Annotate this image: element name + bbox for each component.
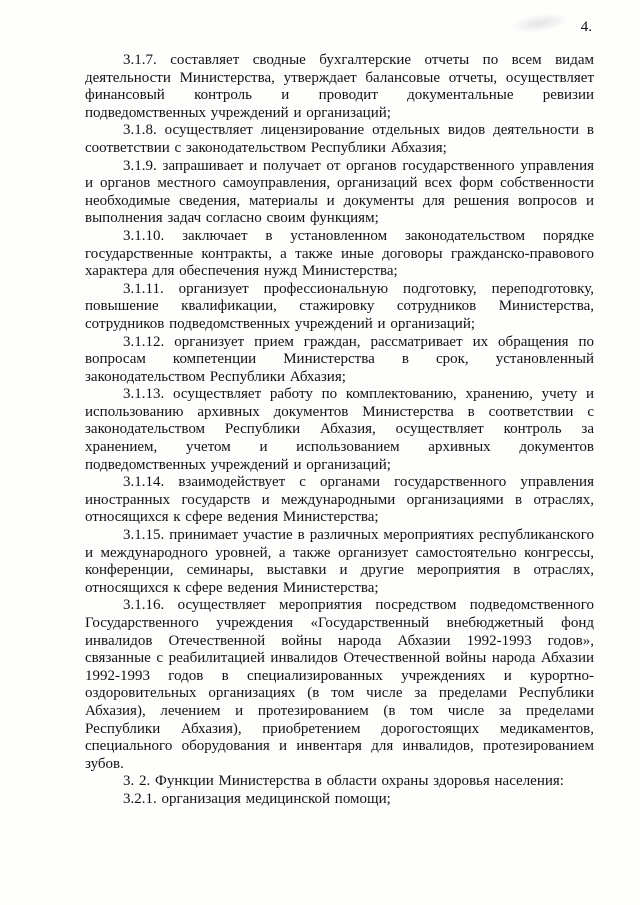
paragraph-3-1-12: 3.1.12. организует прием граждан, рассматривает их обращения по вопросам компетенции Министерства в срок, установленный законодательством Республики Абхазия; (85, 333, 594, 385)
paragraph-3-1-16: 3.1.16. осуществляет мероприятия посредством подведомственного Государственного учреждения «Государственный внебюджетный фонд инвалидов Отечественной войны народа Абхазии 1992-1993 годов», связанные с реабилитацией инвалидов Отечественной войны народа Абхазии 1992-1993 годов в специализированных учреждениях и курортно-оздоровительных организациях (в том числе за пределами Республики Абхазия), лечением и протезированием (в том числе за пределами Республики Абхазия), приобретением дорогостоящих медикаментов, специального оборудования и инвентаря для инвалидов, протезированием зубов. (85, 597, 594, 772)
paragraph-3-1-10: 3.1.10. заключает в установленном законодательством порядке государственные контракты, а также иные договоры гражданско-правового характера для обеспечения нужд Министерства; (85, 227, 594, 280)
paragraph-3-2-1: 3.2.1. организация медицинской помощи; (123, 790, 391, 807)
paragraph-3-1-8: 3.1.8. осуществляет лицензирование отдельных видов деятельности в соответствии с законодательством Республики Абхазия; (85, 122, 594, 156)
paragraph-3-1-7: 3.1.7. составляет сводные бухгалтерские отчеты по всем видам деятельности Министерства, утверждает балансовые отчеты, осуществляет финансовый контроль и проводит документальные ревизии подведомственных учреждений и организаций; (85, 52, 594, 121)
paragraph-3-1-13: 3.1.13. осуществляет работу по комплектованию, хранению, учету и использованию архивных документов Министерства в соответствии с законодательством Республики Абхазия, осуществляет контроль за хранением, учетом и использованием архивных документов подведомственных учреждений и организаций; (85, 386, 594, 473)
paragraph-3-1-14: 3.1.14. взаимодействует с органами государственного управления иностранных государств и международными организациями в отраслях, относящихся к сфере ведения Министерства; (85, 474, 594, 526)
paragraph-3-1-11: 3.1.11. организует профессиональную подготовку, переподготовку, повышение квалификации, стажировку сотрудников Министерства, сотрудников подведомственных учреждений и организаций; (85, 280, 594, 332)
section-heading-3-2: 3. 2. Функции Министерства в области охраны здоровья населения: (123, 773, 564, 790)
scan-smudge (509, 10, 571, 36)
paragraph-3-1-15: 3.1.15. принимает участие в различных мероприятиях республиканского и международного уровней, а также организует самостоятельно конгрессы, конференции, семинары, выставки и другие мероприятия в отраслях, относящихся к сфере ведения Министерства; (85, 527, 594, 596)
page-number: 4. (580, 19, 592, 35)
paragraph-3-1-9: 3.1.9. запрашивает и получает от органов государственного управления и органов местного самоуправления, организаций всех форм собственности необходимые сведения, материалы и документы для решения вопросов и выполнения задач согласно своим функциям; (85, 157, 594, 227)
document-body (85, 52, 594, 809)
